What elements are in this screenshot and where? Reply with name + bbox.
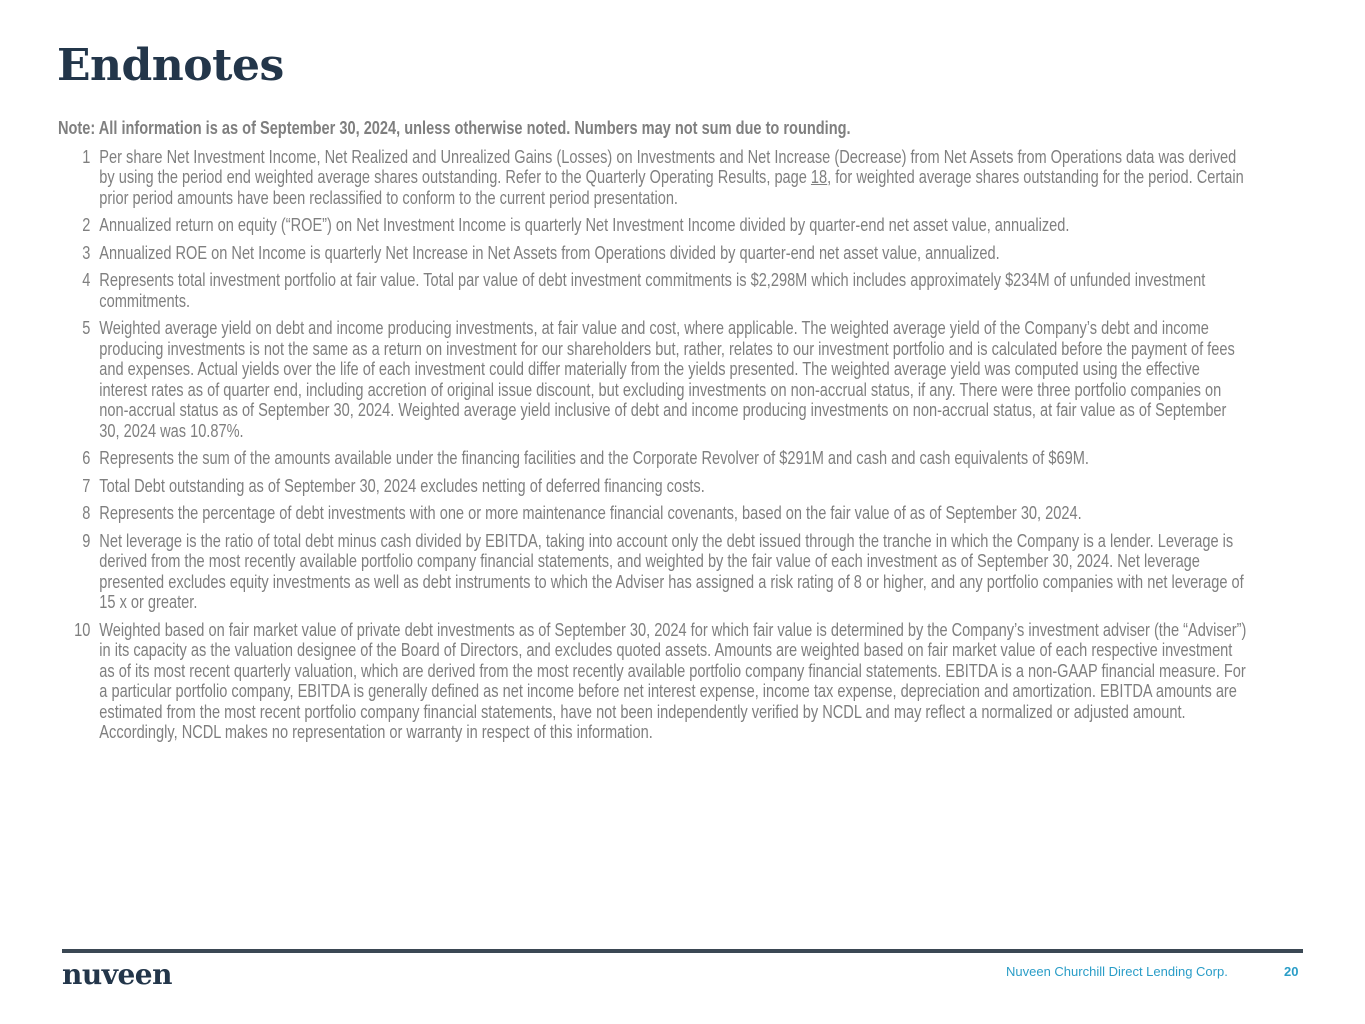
endnote-number: 3 (82, 242, 91, 263)
endnotes-body (58, 118, 1273, 750)
endnote-text: Annualized return on equity (“ROE”) on Net Investment Income is quarterly Net Investment Income divided by quarter-end net asset value, annualized. (99, 215, 1070, 235)
nuveen-logo: nuveen (62, 958, 172, 991)
endnote-number: 5 (82, 318, 91, 338)
endnote-item (58, 215, 1273, 236)
endnote-text (99, 147, 1249, 209)
endnote-number: 4 (82, 270, 91, 290)
endnote-text: Weighted average yield on debt and income producing investments, at fair value and cost, where applicable. The weighted average yield of the Company’s debt and income producing investments is not the same as a return on investment for our shareholders but, rather, relates to our investment portfolio and is calculated before the payment of fees and expenses. Actual yields over the life of each investment could differ materially from the yields presented. The weighted average yield was computed using the effective interest rates as of quarter end, including accretion of original issue discount, but excluding investments on non-accrual status, if any. There were three portfolio companies on non-accrual status as of September 30, 2024. Weighted average yield inclusive of debt and income producing investments on non-accrual status, at fair value as of September 30, 2024 was 10.87%. (99, 318, 1235, 441)
endnote-number: 6 (82, 448, 91, 468)
endnote-item (58, 243, 1273, 264)
page-link[interactable]: 18 (810, 167, 828, 187)
endnote-text: Weighted based on fair market value of private debt investments as of September 30, 2024 for which fair value is determined by the Company’s investment adviser (the “Adviser”) in its capacity as the valuation designee of the Board of Directors, and excludes quoted assets. Amounts are weighted based on fair market value of each respective investment as of its most recent quarterly valuation, which are derived from the most recently available portfolio company financial statements. EBITDA is a non-GAAP financial measure. For a particular portfolio company, EBITDA is generally defined as net income before net interest expense, income tax expense, depreciation and amortization. EBITDA amounts are estimated from the most recent portfolio company financial statements, have not been independently verified by NCDL and may reflect a normalized or adjusted amount. Accordingly, NCDL makes no representation or warranty in respect of this information. (99, 619, 1247, 742)
endnote-text: Total Debt outstanding as of September 30, 2024 excludes netting of deferred financing costs. (99, 475, 705, 496)
note-text: Note: All information is as of September 30, 2024, unless otherwise noted. Numbers may not sum due to rounding. (58, 118, 851, 138)
endnote-number: 7 (82, 475, 91, 496)
endnote-text: Net leverage is the ratio of total debt minus cash divided by EBITDA, taking into account only the debt issued through the tranche in which the Company is a lender. Leverage is derived from the most recently available portfolio company financial statements, and weighted by the fair value of each investment as of September 30, 2024. Net leverage presented excludes equity investments as well as debt instruments to which the Adviser has assigned a risk rating of 8 or higher, and any portfolio companies with net leverage of 15 x or greater. (99, 530, 1244, 612)
endnote-number: 1 (82, 146, 91, 167)
endnote-item (58, 448, 1273, 469)
endnote-text-part: Per share Net Investment Income, Net Realized and Unrealized Gains (Losses) on Investments and Net Increase (Decrease) from Net Assets from Operations data was derived by using the period end weighted average shares outstanding. Refer to the Quarterly Operating Results, page (99, 146, 1237, 187)
endnote-item (58, 620, 1273, 743)
endnote-item (58, 503, 1273, 524)
endnote-item (58, 476, 1273, 497)
footer-divider (62, 949, 1303, 953)
endnote-item (58, 147, 1273, 209)
endnote-number: 9 (82, 530, 91, 551)
endnote-text: Represents the sum of the amounts available under the financing facilities and the Corporate Revolver of $291M and cash and cash equivalents of $69M. (99, 448, 1089, 468)
company-name: Nuveen Churchill Direct Lending Corp. (1006, 964, 1228, 979)
endnote-item (58, 318, 1273, 441)
endnote-text: Represents the percentage of debt investments with one or more maintenance financial covenants, based on the fair value of as of September 30, 2024. (99, 503, 1082, 523)
endnote-number: 8 (82, 503, 91, 523)
endnote-text: Represents total investment portfolio at fair value. Total par value of debt investment commitments is $2,298M which includes approximately $234M of unfunded investment commitments. (99, 270, 1206, 311)
endnote-item (58, 270, 1273, 311)
endnote-item (58, 531, 1273, 613)
endnote-text-part: , for weighted average shares outstanding for the period. Certain prior period amounts have been reclassified to conform to the current period presentation. (99, 167, 1244, 208)
endnote-text: Annualized ROE on Net Income is quarterly Net Increase in Net Assets from Operations divided by quarter-end net asset value, annualized. (99, 242, 1000, 263)
page-title: Endnotes (57, 40, 284, 91)
page-number: 20 (1284, 964, 1299, 979)
endnote-number: 2 (82, 215, 91, 235)
endnote-number: 10 (74, 619, 91, 640)
